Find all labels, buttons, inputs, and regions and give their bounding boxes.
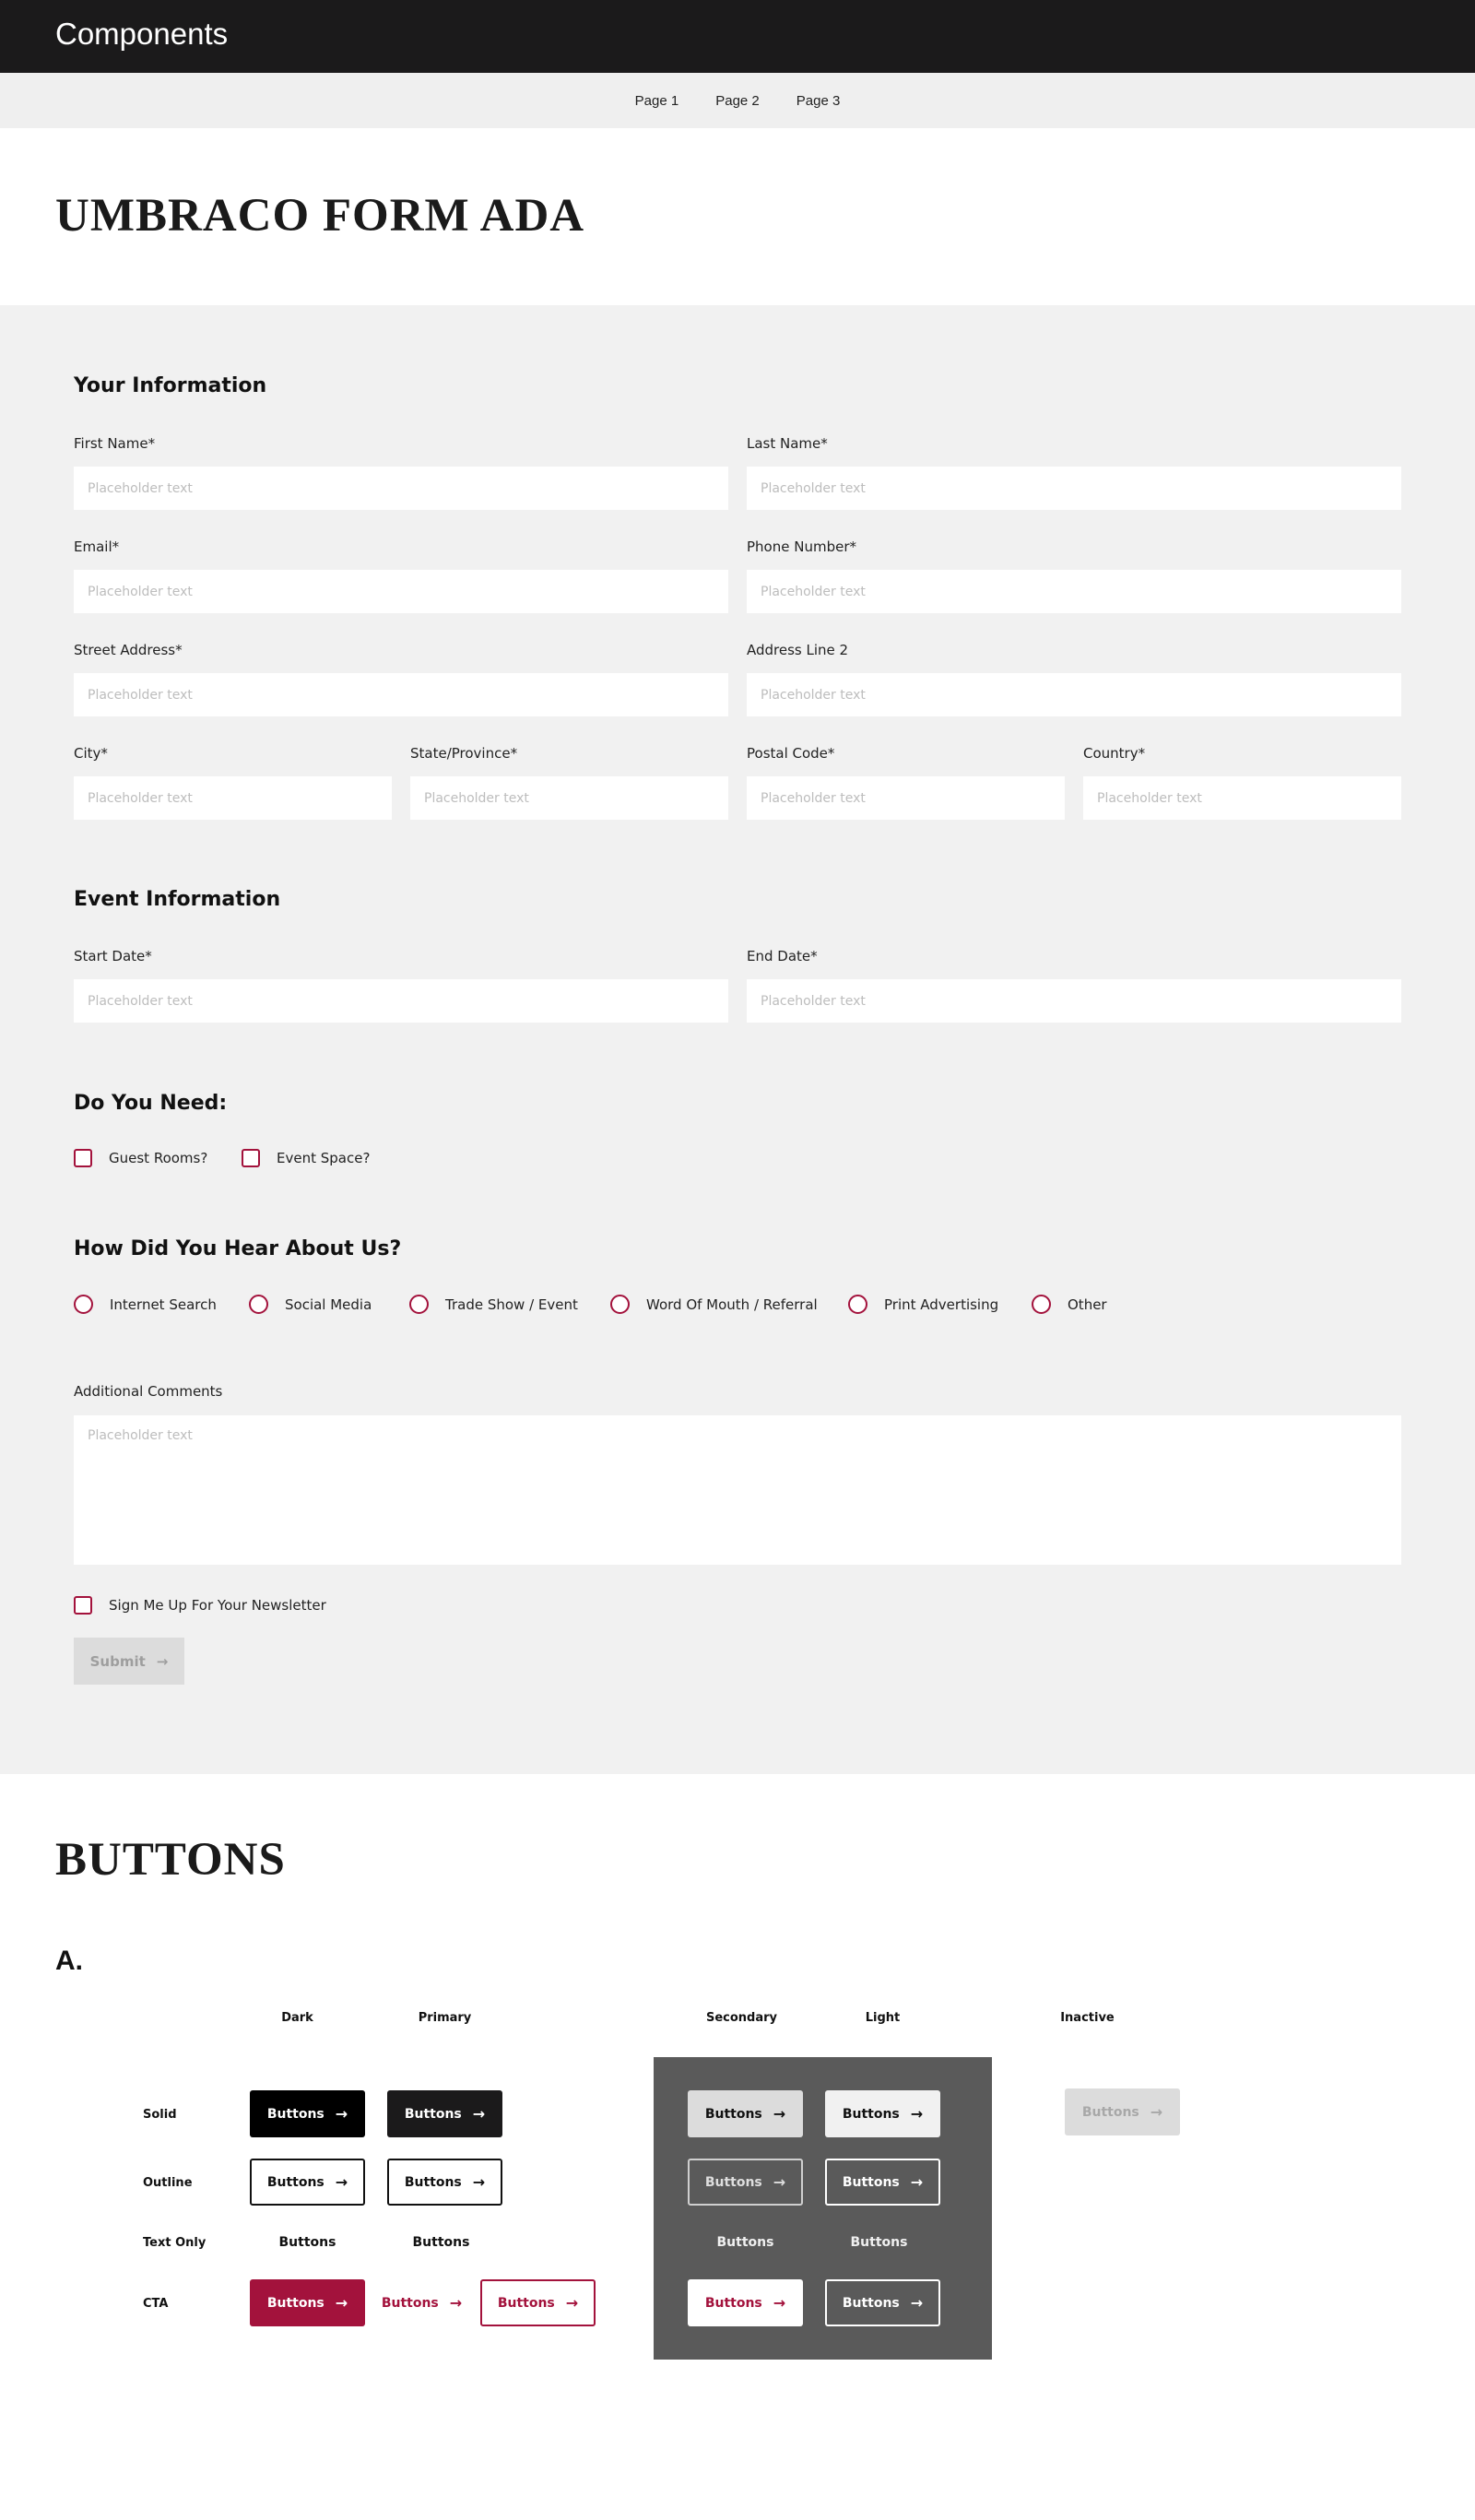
button-label: Buttons xyxy=(850,2234,908,2250)
button-cta-light[interactable] xyxy=(825,2279,940,2326)
page-title: UMBRACO FORM ADA xyxy=(55,190,585,242)
button-solid-primary[interactable] xyxy=(387,2090,502,2137)
button-solid-secondary[interactable] xyxy=(688,2090,803,2137)
last-name-input[interactable] xyxy=(747,467,1401,510)
arrow-right-icon: → xyxy=(156,1652,169,1670)
col-secondary: Secondary xyxy=(705,2011,778,2025)
radio-circle[interactable] xyxy=(74,1295,93,1314)
button-text-primary[interactable] xyxy=(384,2218,499,2266)
radio-label: Print Advertising xyxy=(884,1295,999,1313)
radio-label: Social Media xyxy=(285,1295,372,1313)
arrow-right-icon: → xyxy=(335,2104,348,2123)
phone-input[interactable] xyxy=(747,570,1401,613)
button-label: Buttons xyxy=(381,2295,439,2311)
state-input[interactable] xyxy=(410,776,728,820)
radio-internet-search[interactable] xyxy=(74,1295,217,1314)
top-bar xyxy=(0,0,1475,73)
arrow-right-icon: → xyxy=(773,2293,786,2312)
additional-comments-label: Additional Comments xyxy=(74,1383,223,1400)
app-title: Components xyxy=(55,17,229,51)
button-cta-outline[interactable] xyxy=(480,2279,596,2326)
email-label: Email* xyxy=(74,538,120,555)
radio-circle[interactable] xyxy=(249,1295,268,1314)
arrow-right-icon: → xyxy=(773,2104,786,2123)
button-label: Buttons xyxy=(1081,2104,1139,2120)
buttons-heading: BUTTONS xyxy=(55,1834,286,1886)
state-label: State/Province* xyxy=(410,745,518,762)
radio-social-media[interactable] xyxy=(249,1295,372,1314)
arrow-right-icon: → xyxy=(910,2172,924,2191)
radio-label: Trade Show / Event xyxy=(445,1295,578,1313)
checkbox-box[interactable] xyxy=(74,1149,92,1167)
button-label: Buttons xyxy=(278,2234,336,2250)
event-space-label: Event Space? xyxy=(277,1150,371,1166)
row-solid: Solid xyxy=(143,2108,177,2122)
arrow-right-icon: → xyxy=(773,2172,786,2191)
button-label: Buttons xyxy=(842,2106,900,2122)
page-nav xyxy=(0,73,1475,128)
last-name-label: Last Name* xyxy=(747,435,828,452)
button-label: Buttons xyxy=(704,2106,762,2122)
button-label: Buttons xyxy=(497,2295,555,2311)
checkbox-box[interactable] xyxy=(74,1596,92,1615)
postal-code-label: Postal Code* xyxy=(747,745,835,762)
col-inactive: Inactive xyxy=(1060,2011,1115,2025)
end-date-label: End Date* xyxy=(747,948,818,964)
arrow-right-icon: → xyxy=(565,2293,579,2312)
radio-print-advertising[interactable] xyxy=(848,1295,998,1314)
submit-label: Submit xyxy=(89,1652,146,1670)
first-name-input[interactable] xyxy=(74,467,728,510)
city-label: City* xyxy=(74,745,108,762)
country-input[interactable] xyxy=(1083,776,1401,820)
button-text-secondary[interactable] xyxy=(688,2218,803,2266)
col-dark: Dark xyxy=(281,2011,313,2025)
checkbox-box[interactable] xyxy=(242,1149,260,1167)
arrow-right-icon: → xyxy=(335,2293,348,2312)
button-label: Buttons xyxy=(404,2106,462,2122)
arrow-right-icon: → xyxy=(335,2172,348,2191)
radio-label: Internet Search xyxy=(110,1295,217,1313)
radio-circle[interactable] xyxy=(610,1295,630,1314)
row-text-only: Text Only xyxy=(143,2236,206,2250)
newsletter-checkbox[interactable] xyxy=(74,1596,326,1615)
button-cta-secondary[interactable] xyxy=(688,2279,803,2326)
first-name-label: First Name* xyxy=(74,435,156,452)
button-cta-solid[interactable] xyxy=(250,2279,365,2326)
button-solid-light[interactable] xyxy=(825,2090,940,2137)
button-label: Buttons xyxy=(716,2234,774,2250)
radio-circle[interactable] xyxy=(409,1295,429,1314)
button-label: Buttons xyxy=(842,2295,900,2311)
radio-circle[interactable] xyxy=(848,1295,867,1314)
row-cta: CTA xyxy=(143,2297,169,2311)
city-input[interactable] xyxy=(74,776,392,820)
button-label: Buttons xyxy=(266,2174,324,2190)
end-date-input[interactable] xyxy=(747,979,1401,1023)
button-label: Buttons xyxy=(266,2106,324,2122)
col-primary: Primary xyxy=(418,2011,472,2025)
form-section xyxy=(0,305,1475,1774)
street-address-input[interactable] xyxy=(74,673,728,716)
radio-other[interactable] xyxy=(1032,1295,1107,1314)
button-label: Buttons xyxy=(842,2174,900,2190)
guest-rooms-checkbox[interactable] xyxy=(74,1149,207,1167)
nav-page-2[interactable]: Page 2 xyxy=(715,92,760,109)
radio-word-of-mouth[interactable] xyxy=(610,1295,818,1314)
arrow-right-icon: → xyxy=(1150,2102,1163,2121)
button-outline-dark[interactable] xyxy=(250,2159,365,2206)
submit-button[interactable] xyxy=(74,1638,184,1685)
button-text-light[interactable] xyxy=(821,2218,937,2266)
additional-comments-textarea[interactable] xyxy=(74,1415,1401,1565)
button-text-dark[interactable] xyxy=(250,2218,365,2266)
how-did-you-hear-title: How Did You Hear About Us? xyxy=(74,1237,402,1260)
buttons-subheading: A. xyxy=(55,1946,83,1976)
address-line-2-label: Address Line 2 xyxy=(747,642,849,658)
address-line-2-input[interactable] xyxy=(747,673,1401,716)
radio-label: Other xyxy=(1068,1295,1107,1313)
your-information-title: Your Information xyxy=(74,374,267,397)
arrow-right-icon: → xyxy=(449,2293,463,2312)
col-light: Light xyxy=(865,2011,901,2025)
button-label: Buttons xyxy=(404,2174,462,2190)
arrow-right-icon: → xyxy=(472,2104,486,2123)
button-label: Buttons xyxy=(704,2174,762,2190)
event-space-checkbox[interactable] xyxy=(242,1149,370,1167)
button-label: Buttons xyxy=(266,2295,324,2311)
button-outline-light[interactable] xyxy=(825,2159,940,2206)
button-outline-secondary[interactable] xyxy=(688,2159,803,2206)
do-you-need-title: Do You Need: xyxy=(74,1092,228,1115)
country-label: Country* xyxy=(1083,745,1146,762)
radio-circle[interactable] xyxy=(1032,1295,1051,1314)
button-label: Buttons xyxy=(704,2295,762,2311)
start-date-input[interactable] xyxy=(74,979,728,1023)
button-cta-text[interactable] xyxy=(364,2279,479,2326)
radio-trade-show[interactable] xyxy=(409,1295,578,1314)
arrow-right-icon: → xyxy=(472,2172,486,2191)
start-date-label: Start Date* xyxy=(74,948,152,964)
street-address-label: Street Address* xyxy=(74,642,183,658)
button-outline-primary[interactable] xyxy=(387,2159,502,2206)
button-inactive[interactable] xyxy=(1065,2088,1180,2135)
postal-code-input[interactable] xyxy=(747,776,1065,820)
button-solid-dark[interactable] xyxy=(250,2090,365,2137)
nav-page-1[interactable]: Page 1 xyxy=(634,92,679,109)
guest-rooms-label: Guest Rooms? xyxy=(109,1150,208,1166)
arrow-right-icon: → xyxy=(910,2104,924,2123)
radio-label: Word Of Mouth / Referral xyxy=(646,1295,818,1313)
row-outline: Outline xyxy=(143,2176,193,2190)
nav-page-3[interactable]: Page 3 xyxy=(796,92,841,109)
phone-label: Phone Number* xyxy=(747,538,856,555)
arrow-right-icon: → xyxy=(910,2293,924,2312)
email-input[interactable] xyxy=(74,570,728,613)
button-label: Buttons xyxy=(412,2234,470,2250)
newsletter-label: Sign Me Up For Your Newsletter xyxy=(109,1597,326,1614)
event-information-title: Event Information xyxy=(74,888,281,911)
